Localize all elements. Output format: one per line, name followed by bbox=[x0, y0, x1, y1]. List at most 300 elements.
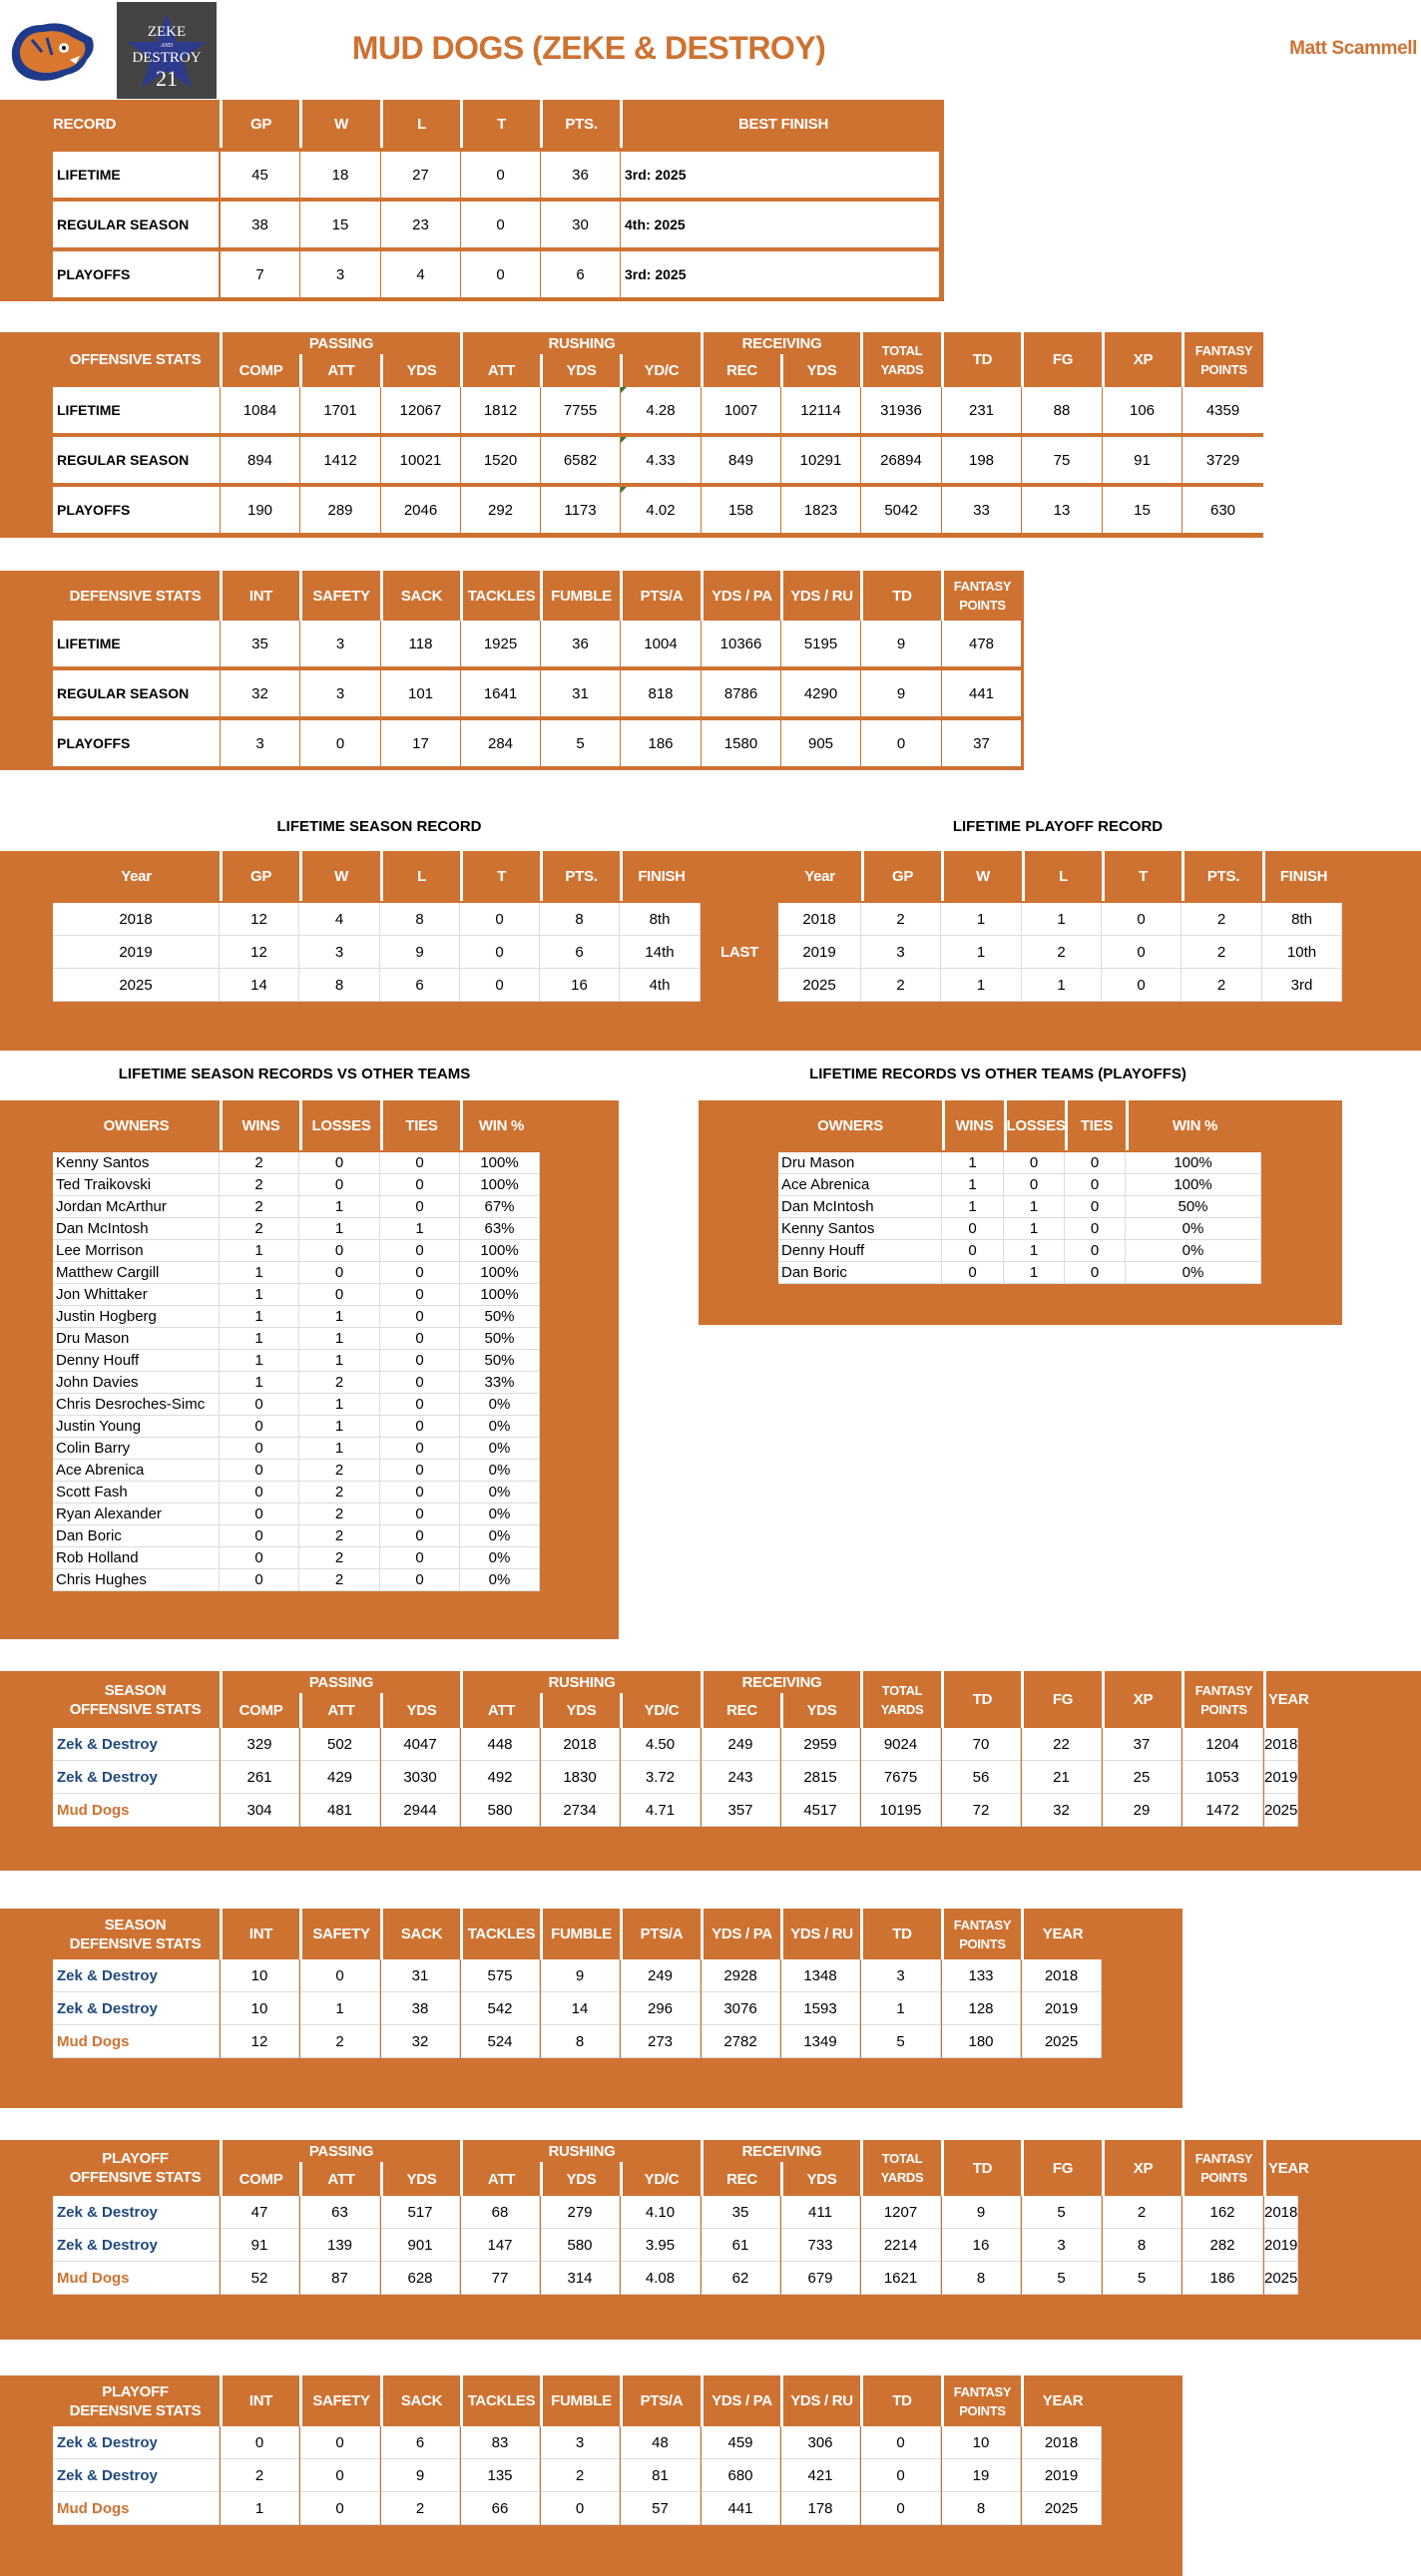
record-cell: 23 bbox=[381, 202, 460, 247]
owner-name: Rob Holland bbox=[53, 1547, 220, 1569]
offense-title: OFFENSIVE STATS bbox=[69, 351, 202, 368]
owner-name: Justin Young bbox=[53, 1416, 220, 1438]
stat-cell: 5042 bbox=[861, 487, 941, 533]
column-header: Year bbox=[121, 867, 152, 885]
vs-cell: 1 bbox=[1004, 1218, 1065, 1240]
column-header: TIES bbox=[1065, 1100, 1126, 1150]
record-cell: 8 bbox=[299, 969, 380, 1002]
stat-cell: 21 bbox=[1022, 1761, 1102, 1794]
vs-cell: 0 bbox=[380, 1482, 460, 1503]
column-header: XP bbox=[1102, 332, 1182, 387]
defense-title: DEFENSIVE STATS bbox=[69, 587, 202, 605]
team-name: Mud Dogs bbox=[53, 2492, 220, 2525]
record-cell: 4th bbox=[620, 969, 701, 1002]
record-cell: 2019 bbox=[53, 936, 220, 969]
team-name: Mud Dogs bbox=[53, 1794, 220, 1827]
column-header: SACK bbox=[380, 2375, 460, 2426]
group-header: PASSING bbox=[220, 332, 460, 354]
stat-cell: 5195 bbox=[781, 621, 860, 666]
stat-cell: 2025 bbox=[1022, 2025, 1102, 2058]
stat-cell: 357 bbox=[702, 1794, 780, 1827]
stat-cell: 4.10 bbox=[621, 2196, 701, 2229]
stat-cell: 2025 bbox=[1264, 1794, 1298, 1827]
record-header-col: GP bbox=[220, 100, 299, 148]
vs-cell: 1 bbox=[1004, 1196, 1065, 1218]
vs-cell: 2 bbox=[299, 1372, 380, 1394]
last-label: LAST bbox=[720, 944, 758, 961]
vs-cell: 0% bbox=[460, 1482, 540, 1503]
vs-cell: 0 bbox=[380, 1569, 460, 1591]
stat-cell: 411 bbox=[781, 2196, 860, 2229]
record-cell: 12 bbox=[220, 903, 299, 936]
vs-cell: 33% bbox=[460, 1372, 540, 1394]
group-header: RECEIVING bbox=[701, 1671, 860, 1693]
stat-cell: 7675 bbox=[861, 1761, 941, 1794]
stat-cell: 1621 bbox=[861, 2262, 941, 2295]
stat-cell: 10 bbox=[942, 2426, 1021, 2459]
stat-cell: 818 bbox=[621, 670, 701, 716]
column-header: XP bbox=[1102, 1671, 1182, 1728]
stat-cell: 32 bbox=[381, 2025, 460, 2058]
vs-cell: 1 bbox=[299, 1416, 380, 1438]
row-label: PLAYOFFS bbox=[53, 720, 220, 766]
section-title: LIFETIME PLAYOFF RECORD bbox=[952, 818, 1164, 835]
column-header: PTS. bbox=[540, 851, 620, 901]
vs-cell: 0 bbox=[299, 1284, 380, 1306]
stat-cell: 3 bbox=[300, 670, 380, 716]
stat-cell: 4517 bbox=[781, 1794, 860, 1827]
vs-cell: 1 bbox=[299, 1196, 380, 1218]
stat-cell: 31 bbox=[381, 1959, 460, 1992]
vs-cell: 1 bbox=[220, 1328, 299, 1350]
column-header: ATT bbox=[299, 1693, 380, 1728]
vs-cell: 0 bbox=[220, 1438, 299, 1460]
record-cell: 0 bbox=[1102, 936, 1182, 969]
stat-cell: 2 bbox=[1103, 2196, 1182, 2229]
stat-cell: 180 bbox=[942, 2025, 1021, 2058]
zeke-destroy-logo bbox=[117, 2, 217, 99]
record-cell: 8th bbox=[620, 903, 701, 936]
stat-cell: 542 bbox=[461, 1992, 540, 2025]
stat-cell: 48 bbox=[621, 2426, 701, 2459]
owner-name: Dan McIntosh bbox=[778, 1196, 942, 1218]
column-header: W bbox=[941, 851, 1022, 901]
section-title: LIFETIME RECORDS VS OTHER TEAMS (PLAYOFFS) bbox=[809, 1066, 1186, 1082]
group-header: PASSING bbox=[220, 1671, 460, 1693]
group-header: RUSHING bbox=[460, 332, 701, 354]
title-line: PLAYOFF bbox=[102, 2150, 169, 2167]
record-cell: 6 bbox=[540, 936, 620, 969]
record-header-col: W bbox=[299, 100, 380, 148]
record-cell: 1 bbox=[1022, 903, 1102, 936]
vs-cell: 0 bbox=[299, 1240, 380, 1262]
stat-cell: 2 bbox=[300, 2025, 380, 2058]
column-header: REC bbox=[701, 2162, 780, 2196]
stat-cell: 2018 bbox=[1022, 2426, 1102, 2459]
star-logo-icon bbox=[117, 2, 217, 99]
record-cell: 0 bbox=[461, 251, 540, 297]
stat-cell: 3 bbox=[861, 1959, 941, 1992]
svg-text:AND: AND bbox=[161, 43, 173, 49]
column-header: ATT bbox=[299, 2162, 380, 2196]
vs-cell: 1 bbox=[299, 1350, 380, 1372]
row-label: LIFETIME bbox=[53, 621, 220, 666]
owner-name: Dan Boric bbox=[778, 1262, 942, 1284]
stat-cell: 1823 bbox=[781, 487, 860, 533]
record-header-label: RECORD bbox=[53, 115, 117, 133]
record-row-label: PLAYOFFS bbox=[53, 251, 219, 297]
title-line: SEASON bbox=[104, 1916, 167, 1933]
vs-cell: 0 bbox=[299, 1174, 380, 1196]
stat-cell: 1004 bbox=[621, 621, 701, 666]
owner-name: Jon Whittaker bbox=[53, 1284, 220, 1306]
vs-cell: 0 bbox=[220, 1547, 299, 1569]
vs-cell: 100% bbox=[1126, 1174, 1261, 1196]
team-name: Mud Dogs bbox=[53, 2025, 220, 2058]
column-header: W bbox=[299, 851, 380, 901]
stat-cell: 1830 bbox=[541, 1761, 620, 1794]
vs-cell: 1 bbox=[380, 1218, 460, 1240]
stat-cell: 2 bbox=[381, 2492, 460, 2525]
stat-cell: 8 bbox=[1103, 2229, 1182, 2262]
vs-cell: 0 bbox=[1065, 1218, 1126, 1240]
column-header: YDS / RU bbox=[780, 571, 860, 621]
column-header: TACKLES bbox=[460, 1909, 540, 1959]
column-header: TACKLES bbox=[460, 571, 540, 621]
stat-cell: 1 bbox=[861, 1992, 941, 2025]
record-row-label: LIFETIME bbox=[53, 152, 219, 198]
owner-name: John Davies bbox=[53, 1372, 220, 1394]
stat-cell: 2018 bbox=[1022, 1959, 1102, 1992]
column-header: FANTASY POINTS bbox=[941, 571, 1021, 621]
title-line: SEASON bbox=[104, 1681, 167, 1699]
stat-cell: 0 bbox=[300, 2492, 380, 2525]
column-header: INT bbox=[220, 1909, 299, 1959]
vs-cell: 2 bbox=[299, 1503, 380, 1525]
stat-cell: 8786 bbox=[702, 670, 780, 716]
owner-name: Kenny Santos bbox=[778, 1218, 942, 1240]
stat-cell: 0 bbox=[861, 2426, 941, 2459]
vs-cell: 1 bbox=[299, 1306, 380, 1328]
column-header: PTS/A bbox=[620, 1909, 701, 1959]
column-header: T bbox=[1102, 851, 1182, 901]
svg-text:DESTROY: DESTROY bbox=[132, 50, 202, 66]
vs-cell: 0 bbox=[1065, 1174, 1126, 1196]
stat-cell: 62 bbox=[702, 2262, 780, 2295]
stat-cell: 3 bbox=[221, 720, 299, 766]
stat-cell: 1701 bbox=[300, 387, 380, 433]
stat-cell: 2018 bbox=[541, 1728, 620, 1761]
stat-cell: 2019 bbox=[1022, 2459, 1102, 2492]
stat-cell: 2 bbox=[221, 2459, 299, 2492]
record-cell: 2 bbox=[1022, 936, 1102, 969]
stat-cell: 630 bbox=[1183, 487, 1263, 533]
stat-cell: 198 bbox=[942, 437, 1021, 483]
column-header: YD/C bbox=[620, 1693, 701, 1728]
record-best-finish: 3rd: 2025 bbox=[621, 152, 939, 198]
column-header: T bbox=[460, 851, 540, 901]
record-cell: 2 bbox=[861, 969, 941, 1002]
stat-cell: 4.02 bbox=[621, 487, 701, 533]
vs-cell: 63% bbox=[460, 1218, 540, 1240]
stat-cell: 0 bbox=[300, 2426, 380, 2459]
vs-cell: 0 bbox=[220, 1569, 299, 1591]
stat-cell: 9 bbox=[942, 2196, 1021, 2229]
stat-cell: 91 bbox=[1103, 437, 1182, 483]
stat-cell: 10021 bbox=[381, 437, 460, 483]
column-header: WIN % bbox=[1126, 1100, 1261, 1150]
vs-cell: 0 bbox=[380, 1240, 460, 1262]
column-header: REC bbox=[701, 354, 780, 387]
stat-cell: 133 bbox=[942, 1959, 1021, 1992]
record-cell: 15 bbox=[300, 202, 380, 247]
vs-cell: 2 bbox=[220, 1152, 299, 1174]
stat-cell: 441 bbox=[702, 2492, 780, 2525]
column-header: FUMBLE bbox=[540, 571, 620, 621]
vs-cell: 0 bbox=[380, 1152, 460, 1174]
stat-cell: 580 bbox=[541, 2229, 620, 2262]
record-row-label: REGULAR SEASON bbox=[53, 202, 219, 247]
column-header: YDS / PA bbox=[701, 2375, 780, 2426]
stat-cell: 329 bbox=[221, 1728, 299, 1761]
stat-cell: 628 bbox=[381, 2262, 460, 2295]
vs-cell: 0 bbox=[220, 1482, 299, 1503]
column-header: FANTASY POINTS bbox=[1182, 1671, 1263, 1728]
stat-cell: 4.28 bbox=[621, 387, 701, 433]
column-header: FANTASY POINTS bbox=[1182, 2140, 1263, 2196]
record-cell: 2 bbox=[1182, 936, 1262, 969]
stat-cell: 279 bbox=[541, 2196, 620, 2229]
stat-cell: 6582 bbox=[541, 437, 620, 483]
record-cell: 0 bbox=[460, 903, 540, 936]
stat-cell: 4.50 bbox=[621, 1728, 701, 1761]
stat-cell: 2944 bbox=[381, 1794, 460, 1827]
vs-cell: 1 bbox=[220, 1262, 299, 1284]
stat-cell: 0 bbox=[300, 720, 380, 766]
column-header: SAFETY bbox=[299, 571, 380, 621]
vs-cell: 0 bbox=[942, 1262, 1004, 1284]
record-cell: 0 bbox=[1102, 903, 1182, 936]
vs-cell: 67% bbox=[460, 1196, 540, 1218]
record-cell: 4 bbox=[381, 251, 460, 297]
vs-cell: 1 bbox=[942, 1174, 1004, 1196]
stat-cell: 0 bbox=[300, 2459, 380, 2492]
vs-cell: 0 bbox=[1065, 1262, 1126, 1284]
stat-cell: 19 bbox=[942, 2459, 1021, 2492]
stat-cell: 186 bbox=[621, 720, 701, 766]
stat-cell: 36 bbox=[541, 621, 620, 666]
stat-cell: 273 bbox=[621, 2025, 701, 2058]
owner-name: Justin Hogberg bbox=[53, 1306, 220, 1328]
record-cell: 1 bbox=[941, 903, 1022, 936]
owner-name: Ace Abrenica bbox=[53, 1460, 220, 1482]
stat-cell: 2025 bbox=[1022, 2492, 1102, 2525]
stat-cell: 10 bbox=[221, 1992, 299, 2025]
vs-cell: 0 bbox=[1004, 1174, 1065, 1196]
column-header: YDS bbox=[780, 354, 860, 387]
stat-cell: 1348 bbox=[781, 1959, 860, 1992]
team-name: Zek & Destroy bbox=[53, 1959, 220, 1992]
vs-cell: 1 bbox=[299, 1218, 380, 1240]
stat-cell: 8 bbox=[541, 2025, 620, 2058]
stat-cell: 5 bbox=[1022, 2196, 1102, 2229]
stat-cell: 292 bbox=[461, 487, 540, 533]
stat-cell: 249 bbox=[621, 1959, 701, 1992]
title-line: DEFENSIVE STATS bbox=[69, 1934, 202, 1952]
record-cell: 14 bbox=[220, 969, 299, 1002]
record-cell: 9 bbox=[380, 936, 460, 969]
stat-cell: 1 bbox=[221, 2492, 299, 2525]
stat-cell: 70 bbox=[942, 1728, 1021, 1761]
stat-cell: 190 bbox=[221, 487, 299, 533]
stat-cell: 3.95 bbox=[621, 2229, 701, 2262]
stat-cell: 178 bbox=[781, 2492, 860, 2525]
column-header: SACK bbox=[380, 571, 460, 621]
column-header: REC bbox=[701, 1693, 780, 1728]
vs-cell: 0% bbox=[1126, 1262, 1261, 1284]
vs-cell: 50% bbox=[460, 1306, 540, 1328]
stat-cell: 1 bbox=[300, 1992, 380, 2025]
stat-cell: 75 bbox=[1022, 437, 1102, 483]
group-header: PASSING bbox=[220, 2140, 460, 2162]
group-header: RUSHING bbox=[460, 2140, 701, 2162]
record-best-finish: 4th: 2025 bbox=[621, 202, 939, 247]
record-cell: 0 bbox=[460, 969, 540, 1002]
stat-cell: 575 bbox=[461, 1959, 540, 1992]
record-cell: 0 bbox=[461, 202, 540, 247]
stat-cell: 10195 bbox=[861, 1794, 941, 1827]
column-header: YDS bbox=[780, 1693, 860, 1728]
stat-cell: 492 bbox=[461, 1761, 540, 1794]
record-header-col: PTS. bbox=[540, 100, 620, 148]
vs-cell: 2 bbox=[220, 1196, 299, 1218]
season_offense-title bbox=[53, 1671, 218, 1728]
vs-cell: 0% bbox=[1126, 1218, 1261, 1240]
stat-cell: 0 bbox=[861, 2459, 941, 2492]
owner-name: Ryan Alexander bbox=[53, 1503, 220, 1525]
title-line: OFFENSIVE STATS bbox=[69, 1700, 202, 1718]
vs-cell: 0 bbox=[380, 1284, 460, 1306]
stat-cell: 87 bbox=[300, 2262, 380, 2295]
column-header: TD bbox=[941, 332, 1021, 387]
stat-cell: 88 bbox=[1022, 387, 1102, 433]
column-header: FG bbox=[1021, 1671, 1102, 1728]
stat-cell: 4.71 bbox=[621, 1794, 701, 1827]
stat-cell: 37 bbox=[942, 720, 1021, 766]
column-header: TOTAL YARDS bbox=[860, 2140, 941, 2196]
stat-cell: 3 bbox=[1022, 2229, 1102, 2262]
stat-cell: 1593 bbox=[781, 1992, 860, 2025]
stat-cell: 680 bbox=[702, 2459, 780, 2492]
stat-cell: 517 bbox=[381, 2196, 460, 2229]
vs-cell: 0% bbox=[460, 1394, 540, 1416]
column-header: YDS bbox=[380, 1693, 460, 1728]
stat-cell: 3 bbox=[541, 2426, 620, 2459]
column-header: WIN % bbox=[460, 1100, 540, 1150]
column-header: L bbox=[1022, 851, 1102, 901]
stat-cell: 68 bbox=[461, 2196, 540, 2229]
owner-name: Dru Mason bbox=[778, 1152, 942, 1174]
stat-cell: 2959 bbox=[781, 1728, 860, 1761]
column-header: PTS/A bbox=[620, 571, 701, 621]
stat-cell: 29 bbox=[1103, 1794, 1182, 1827]
stat-cell: 1204 bbox=[1183, 1728, 1263, 1761]
column-header: SAFETY bbox=[299, 2375, 380, 2426]
column-header: TD bbox=[860, 1909, 941, 1959]
column-header: WINS bbox=[220, 1100, 299, 1150]
record-cell: 8th bbox=[1262, 903, 1342, 936]
stat-cell: 429 bbox=[300, 1761, 380, 1794]
owner-name: Denny Houff bbox=[53, 1350, 220, 1372]
column-header: FINISH bbox=[1262, 851, 1342, 901]
stat-cell: 37 bbox=[1103, 1728, 1182, 1761]
stat-cell: 0 bbox=[300, 1959, 380, 1992]
stat-cell: 83 bbox=[461, 2426, 540, 2459]
owner-name: Dan McIntosh bbox=[53, 1218, 220, 1240]
team-name: Zek & Destroy bbox=[53, 2196, 220, 2229]
stat-cell: 9 bbox=[861, 670, 941, 716]
record-cell: 27 bbox=[381, 152, 460, 198]
stat-cell: 4.08 bbox=[621, 2262, 701, 2295]
stat-cell: 12067 bbox=[381, 387, 460, 433]
stat-cell: 35 bbox=[221, 621, 299, 666]
vs-cell: 0 bbox=[380, 1262, 460, 1284]
vs-cell: 0 bbox=[220, 1525, 299, 1547]
record-cell: 1 bbox=[941, 936, 1022, 969]
vs-cell: 0 bbox=[380, 1547, 460, 1569]
vs-cell: 2 bbox=[299, 1525, 380, 1547]
owner-name: Colin Barry bbox=[53, 1438, 220, 1460]
owner-name: Lee Morrison bbox=[53, 1240, 220, 1262]
owner-name: Scott Fash bbox=[53, 1482, 220, 1503]
record-cell: 0 bbox=[461, 152, 540, 198]
vs-cell: 0% bbox=[460, 1525, 540, 1547]
stat-cell: 26894 bbox=[861, 437, 941, 483]
stat-cell: 66 bbox=[461, 2492, 540, 2525]
record-cell: 8 bbox=[540, 903, 620, 936]
stat-cell: 31936 bbox=[861, 387, 941, 433]
vs-cell: 1 bbox=[299, 1328, 380, 1350]
stat-cell: 2734 bbox=[541, 1794, 620, 1827]
stat-cell: 8 bbox=[942, 2492, 1021, 2525]
column-header: YDS bbox=[780, 2162, 860, 2196]
record-cell: 2 bbox=[861, 903, 941, 936]
column-header: LOSSES bbox=[299, 1100, 380, 1150]
column-header: FG bbox=[1021, 332, 1102, 387]
vs-cell: 1 bbox=[220, 1306, 299, 1328]
group-header: RECEIVING bbox=[701, 2140, 860, 2162]
playoff_defense-title bbox=[53, 2375, 218, 2426]
stat-cell: 61 bbox=[702, 2229, 780, 2262]
stat-cell: 25 bbox=[1103, 1761, 1182, 1794]
record-cell: 3rd bbox=[1262, 969, 1342, 1002]
vs-cell: 0 bbox=[1065, 1240, 1126, 1262]
column-header: YEAR bbox=[1263, 1671, 1310, 1728]
stat-cell: 9 bbox=[861, 621, 941, 666]
vs-cell: 100% bbox=[460, 1152, 540, 1174]
row-label: LIFETIME bbox=[53, 387, 220, 433]
stat-cell: 5 bbox=[1103, 2262, 1182, 2295]
vs-cell: 0 bbox=[1004, 1152, 1065, 1174]
record-cell: 0 bbox=[460, 936, 540, 969]
stat-cell: 1207 bbox=[861, 2196, 941, 2229]
stat-cell: 2025 bbox=[1264, 2262, 1298, 2295]
team-name: Mud Dogs bbox=[53, 2262, 220, 2295]
comment-marker-icon bbox=[621, 387, 627, 393]
page-title: MUD DOGS (ZEKE & DESTROY) bbox=[351, 30, 826, 66]
record-cell: 2025 bbox=[53, 969, 220, 1002]
stat-cell: 91 bbox=[221, 2229, 299, 2262]
